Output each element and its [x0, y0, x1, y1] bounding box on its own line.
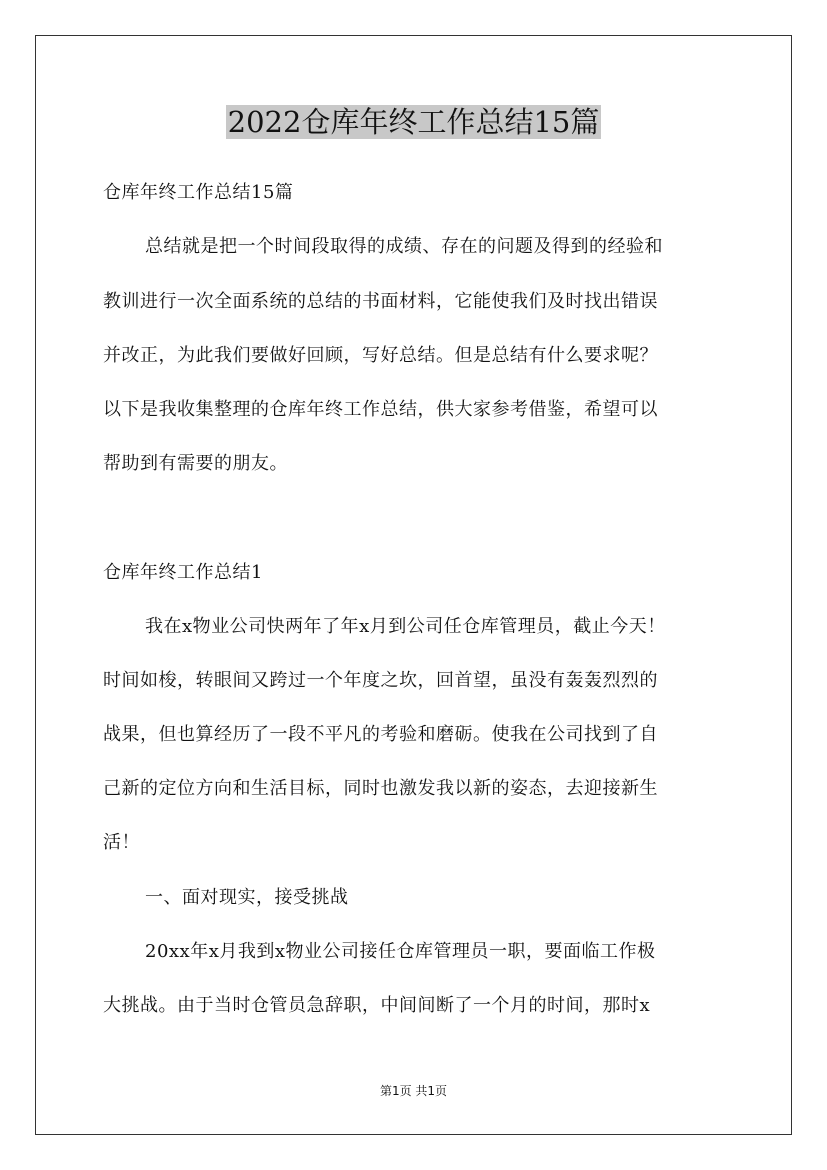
section-line: 时间如梭，转眼间又跨过一个年度之坎，回首望，虽没有轰轰烈烈的	[103, 670, 658, 691]
document-title-text: 2022仓库年终工作总结15篇	[227, 105, 600, 139]
section-line: 活！	[103, 832, 140, 853]
section-line: 战果，但也算经历了一段不平凡的考验和磨砺。使我在公司找到了自	[103, 724, 658, 745]
section-heading: 仓库年终工作总结1	[103, 562, 263, 583]
intro-line: 帮助到有需要的朋友。	[103, 453, 288, 474]
intro-line: 总结就是把一个时间段取得的成绩、存在的问题及得到的经验和	[145, 236, 663, 257]
section-line: 我在x物业公司快两年了年x月到公司任仓库管理员，截止今天！	[145, 616, 666, 637]
document-subtitle: 仓库年终工作总结15篇	[103, 182, 294, 203]
paragraph-line: 大挑战。由于当时仓管员急辞职，中间间断了一个月的时间，那时x	[103, 995, 651, 1016]
document-title	[0, 102, 827, 142]
paragraph-line: 20xx年x月我到x物业公司接任仓库管理员一职，要面临工作极	[145, 941, 656, 962]
intro-line: 并改正，为此我们要做好回顾，写好总结。但是总结有什么要求呢？	[103, 345, 658, 366]
subheading: 一、面对现实，接受挑战	[145, 887, 349, 908]
page-footer: 第1页 共1页	[379, 1084, 448, 1098]
section-line: 己新的定位方向和生活目标，同时也激发我以新的姿态，去迎接新生	[103, 778, 658, 799]
intro-line: 教训进行一次全面系统的总结的书面材料，它能使我们及时找出错误	[103, 291, 658, 312]
intro-line: 以下是我收集整理的仓库年终工作总结，供大家参考借鉴，希望可以	[103, 399, 658, 420]
